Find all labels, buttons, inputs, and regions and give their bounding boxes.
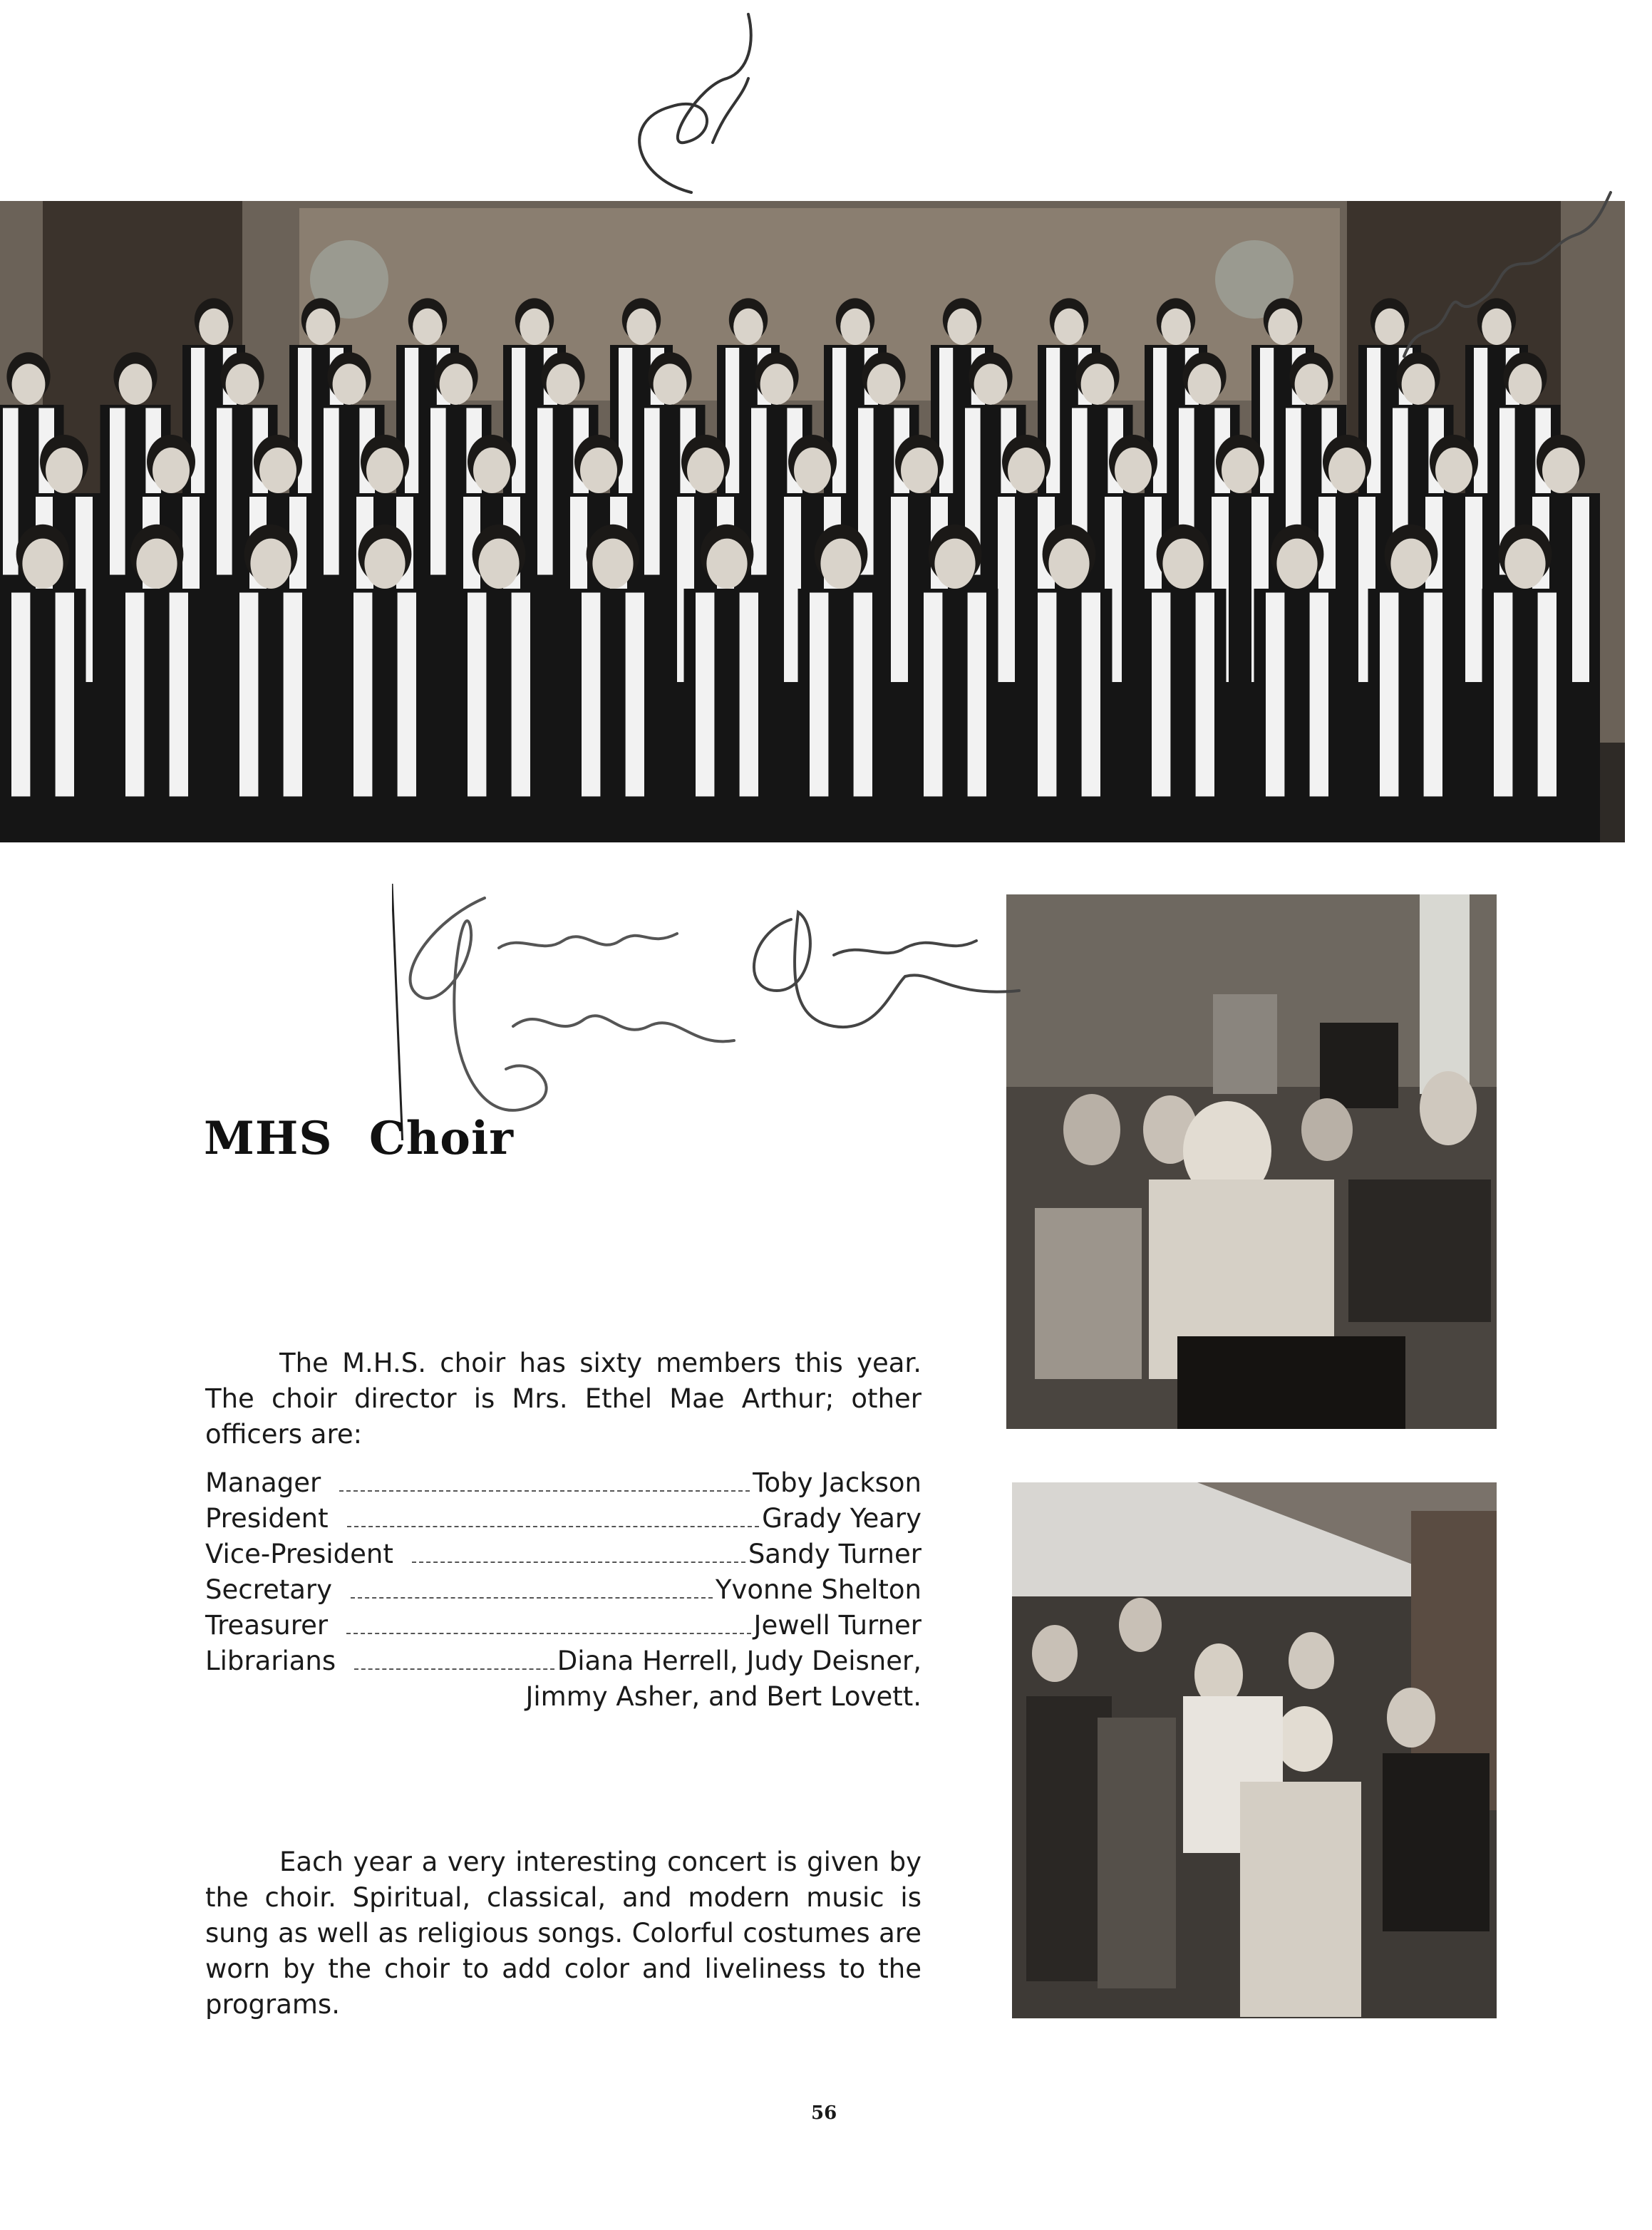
signature-side — [1390, 178, 1625, 406]
dotted-leader — [351, 1597, 713, 1599]
officer-name: Jewell Turner — [753, 1610, 921, 1641]
dotted-leader — [347, 1526, 759, 1527]
signature-top-drawing — [606, 0, 777, 235]
page-number: 56 — [811, 2102, 837, 2124]
dotted-leader — [412, 1561, 745, 1563]
officer-name: Grady Yeary — [762, 1503, 921, 1534]
officer-row — [205, 1572, 921, 1608]
signature-top — [606, 0, 777, 235]
officers-list — [205, 1465, 921, 1715]
officer-role: Treasurer — [205, 1610, 329, 1641]
officer-role: Secretary — [205, 1574, 333, 1605]
students-outdoor-photo — [1012, 1482, 1497, 2018]
officer-row — [205, 1501, 921, 1537]
officer-role: President — [205, 1503, 329, 1534]
closing-paragraph — [205, 1844, 921, 2023]
officer-role: Manager — [205, 1467, 321, 1498]
rehearsal-photo — [1006, 894, 1497, 1429]
officer-name: Sandy Turner — [748, 1539, 921, 1569]
signature-side-drawing — [1390, 178, 1625, 406]
intro-text: The M.H.S. choir has sixty members this year. The choir director is Mrs. Ethel Mae Arthur; other officers are: — [205, 1348, 921, 1450]
dotted-leader — [339, 1490, 750, 1492]
officer-name: Diana Herrell, Judy Deisner, — [557, 1646, 921, 1676]
choir-photo-image — [0, 201, 1625, 842]
officer-name: Yvonne Shelton — [715, 1574, 921, 1605]
officer-row — [205, 1608, 921, 1643]
officer-row — [205, 1643, 921, 1679]
students-photo-image — [1012, 1482, 1497, 2018]
signature-main-drawing — [392, 869, 1048, 1140]
dotted-leader — [346, 1633, 750, 1634]
signature-joanie-degree — [392, 869, 1048, 1140]
page-title: MHS Choir — [204, 1112, 514, 1165]
officer-name: Toby Jackson — [753, 1467, 921, 1498]
officer-row — [205, 1537, 921, 1572]
officer-name-continuation: Jimmy Asher, and Bert Lovett. — [525, 1681, 921, 1712]
closing-text: Each year a very interesting concert is given by the choir. Spiritual, classical, and modern music is sung as well as religious songs. Colorful costumes are worn by the choir to add color and liveliness to the programs. — [205, 1847, 921, 2020]
officer-role: Librarians — [205, 1646, 336, 1676]
rehearsal-photo-image — [1006, 894, 1497, 1429]
intro-paragraph — [205, 1346, 921, 1452]
officer-row — [205, 1465, 921, 1501]
dotted-leader — [354, 1668, 554, 1670]
officer-role: Vice-President — [205, 1539, 393, 1569]
choir-group-photo — [0, 201, 1625, 842]
